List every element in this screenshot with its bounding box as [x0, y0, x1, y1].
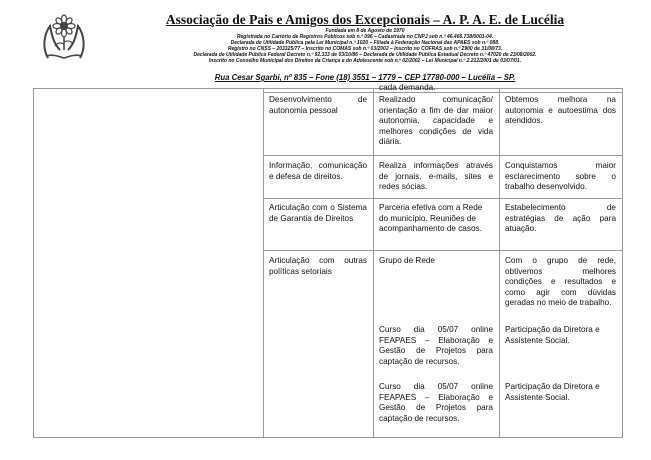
column-divider: [499, 89, 500, 437]
column-divider: [263, 89, 264, 437]
continuation-text: cada demanda.: [379, 83, 436, 92]
row1-result: Obtemos melhora na autonomia e autoestima dos atendidos.: [505, 95, 616, 126]
course1-result: Participação da Diretora e Assistente Social.: [505, 325, 600, 345]
course2-action: Curso dia 05/07 online FEAPAES – Elaboração e Gestão de Projetos para captação de recursos.: [379, 382, 493, 423]
row-divider: [263, 198, 622, 199]
row4-area: Articulação com outras políticas setoriais: [269, 256, 367, 276]
header-line-cnss: Registro no CNSS – 203325/77 – Inscrito no COMAS sob n.º 03/2002 – Inscrito no COFRAS sob n.º 2900 de 31/08/73.: [227, 46, 503, 52]
apae-logo-icon: [38, 10, 90, 62]
row-divider: [263, 250, 622, 251]
course1-action: Curso dia 05/07 online FEAPAES – Elaboração e Gestão de Projetos para captação de recursos.: [379, 325, 493, 366]
header-line-founded: Fundada em 8 de Agosto de 1970: [325, 28, 405, 34]
header-line-municipal: Declarada de Utilidade Pública pela Lei Municipal n.º 1020 – Filiada à Federação Nacional das APAES sob n.º 088.: [230, 40, 500, 46]
row2-result: Conquistamos maior esclarecimento sobre o trabalho desenvolvido.: [505, 161, 616, 192]
row1-area: Desenvolvimento de autonomia pessoal: [269, 95, 367, 115]
row2-area: Informação, comunicação e defesa de direitos.: [269, 161, 367, 181]
column-divider: [373, 89, 374, 437]
letterhead: [0, 0, 651, 90]
address-line: Rua Cesar Sgarbi, nº 835 – Fone (18) 3551 – 1779 – CEP 17780-000 – Lucélia – SP.: [214, 73, 516, 82]
header-line-registry: Registrada no Cartório de Registros Públicos sob n.º 096 – Cadastrada no CNPJ sob n.º 46.466.738/0001-04.: [236, 34, 494, 40]
row-divider: [263, 155, 622, 156]
row3-result: Estabelecimento de estratégias de ação para atuação.: [505, 203, 616, 234]
organization-title: Associação de Pais e Amigos dos Excepcionais – A. P. A. E. de Lucélia: [165, 12, 565, 27]
row4-action: Grupo de Rede: [379, 256, 435, 265]
row2-action: Realiza informações através de jornais, e-mails, sites e redes sócias.: [379, 161, 493, 192]
row3-area: Articulação com o Sistema de Garantia de Direitos: [269, 203, 367, 223]
row-divider: [263, 92, 622, 93]
header-line-council: Inscrito no Conselho Municipal dos Direitos da Criança e do Adolescente sob n.º 02/2002 – Lei Municipal n.º 2.212/2001 de 03/07/01.: [208, 58, 522, 64]
row3-action: Parceria efetiva com a Rede do município. Reuniões de acompanhamento de casos.: [379, 203, 483, 234]
row4-result: Com o grupo de rede, obtivemos melhores condições e resultados e como agir com dúvidas geradas no meio de trabalho.: [505, 256, 616, 308]
activities-table: [33, 83, 623, 438]
course2-result: Participação da Diretora e Assistente Social.: [505, 382, 600, 402]
row1-action: Realizado comunicação/ orientação a fim de dar maior autonomia, capacidade e melhores condições de vida diária.: [379, 95, 493, 147]
header-line-federal: Declarada de Utilidade Pública Federal Decreto n.º 92.333 de 03/10/86 – Declarada de Utilidade Pública Estadual Decreto n.º 47020 de 23/08/2002.: [193, 52, 537, 58]
